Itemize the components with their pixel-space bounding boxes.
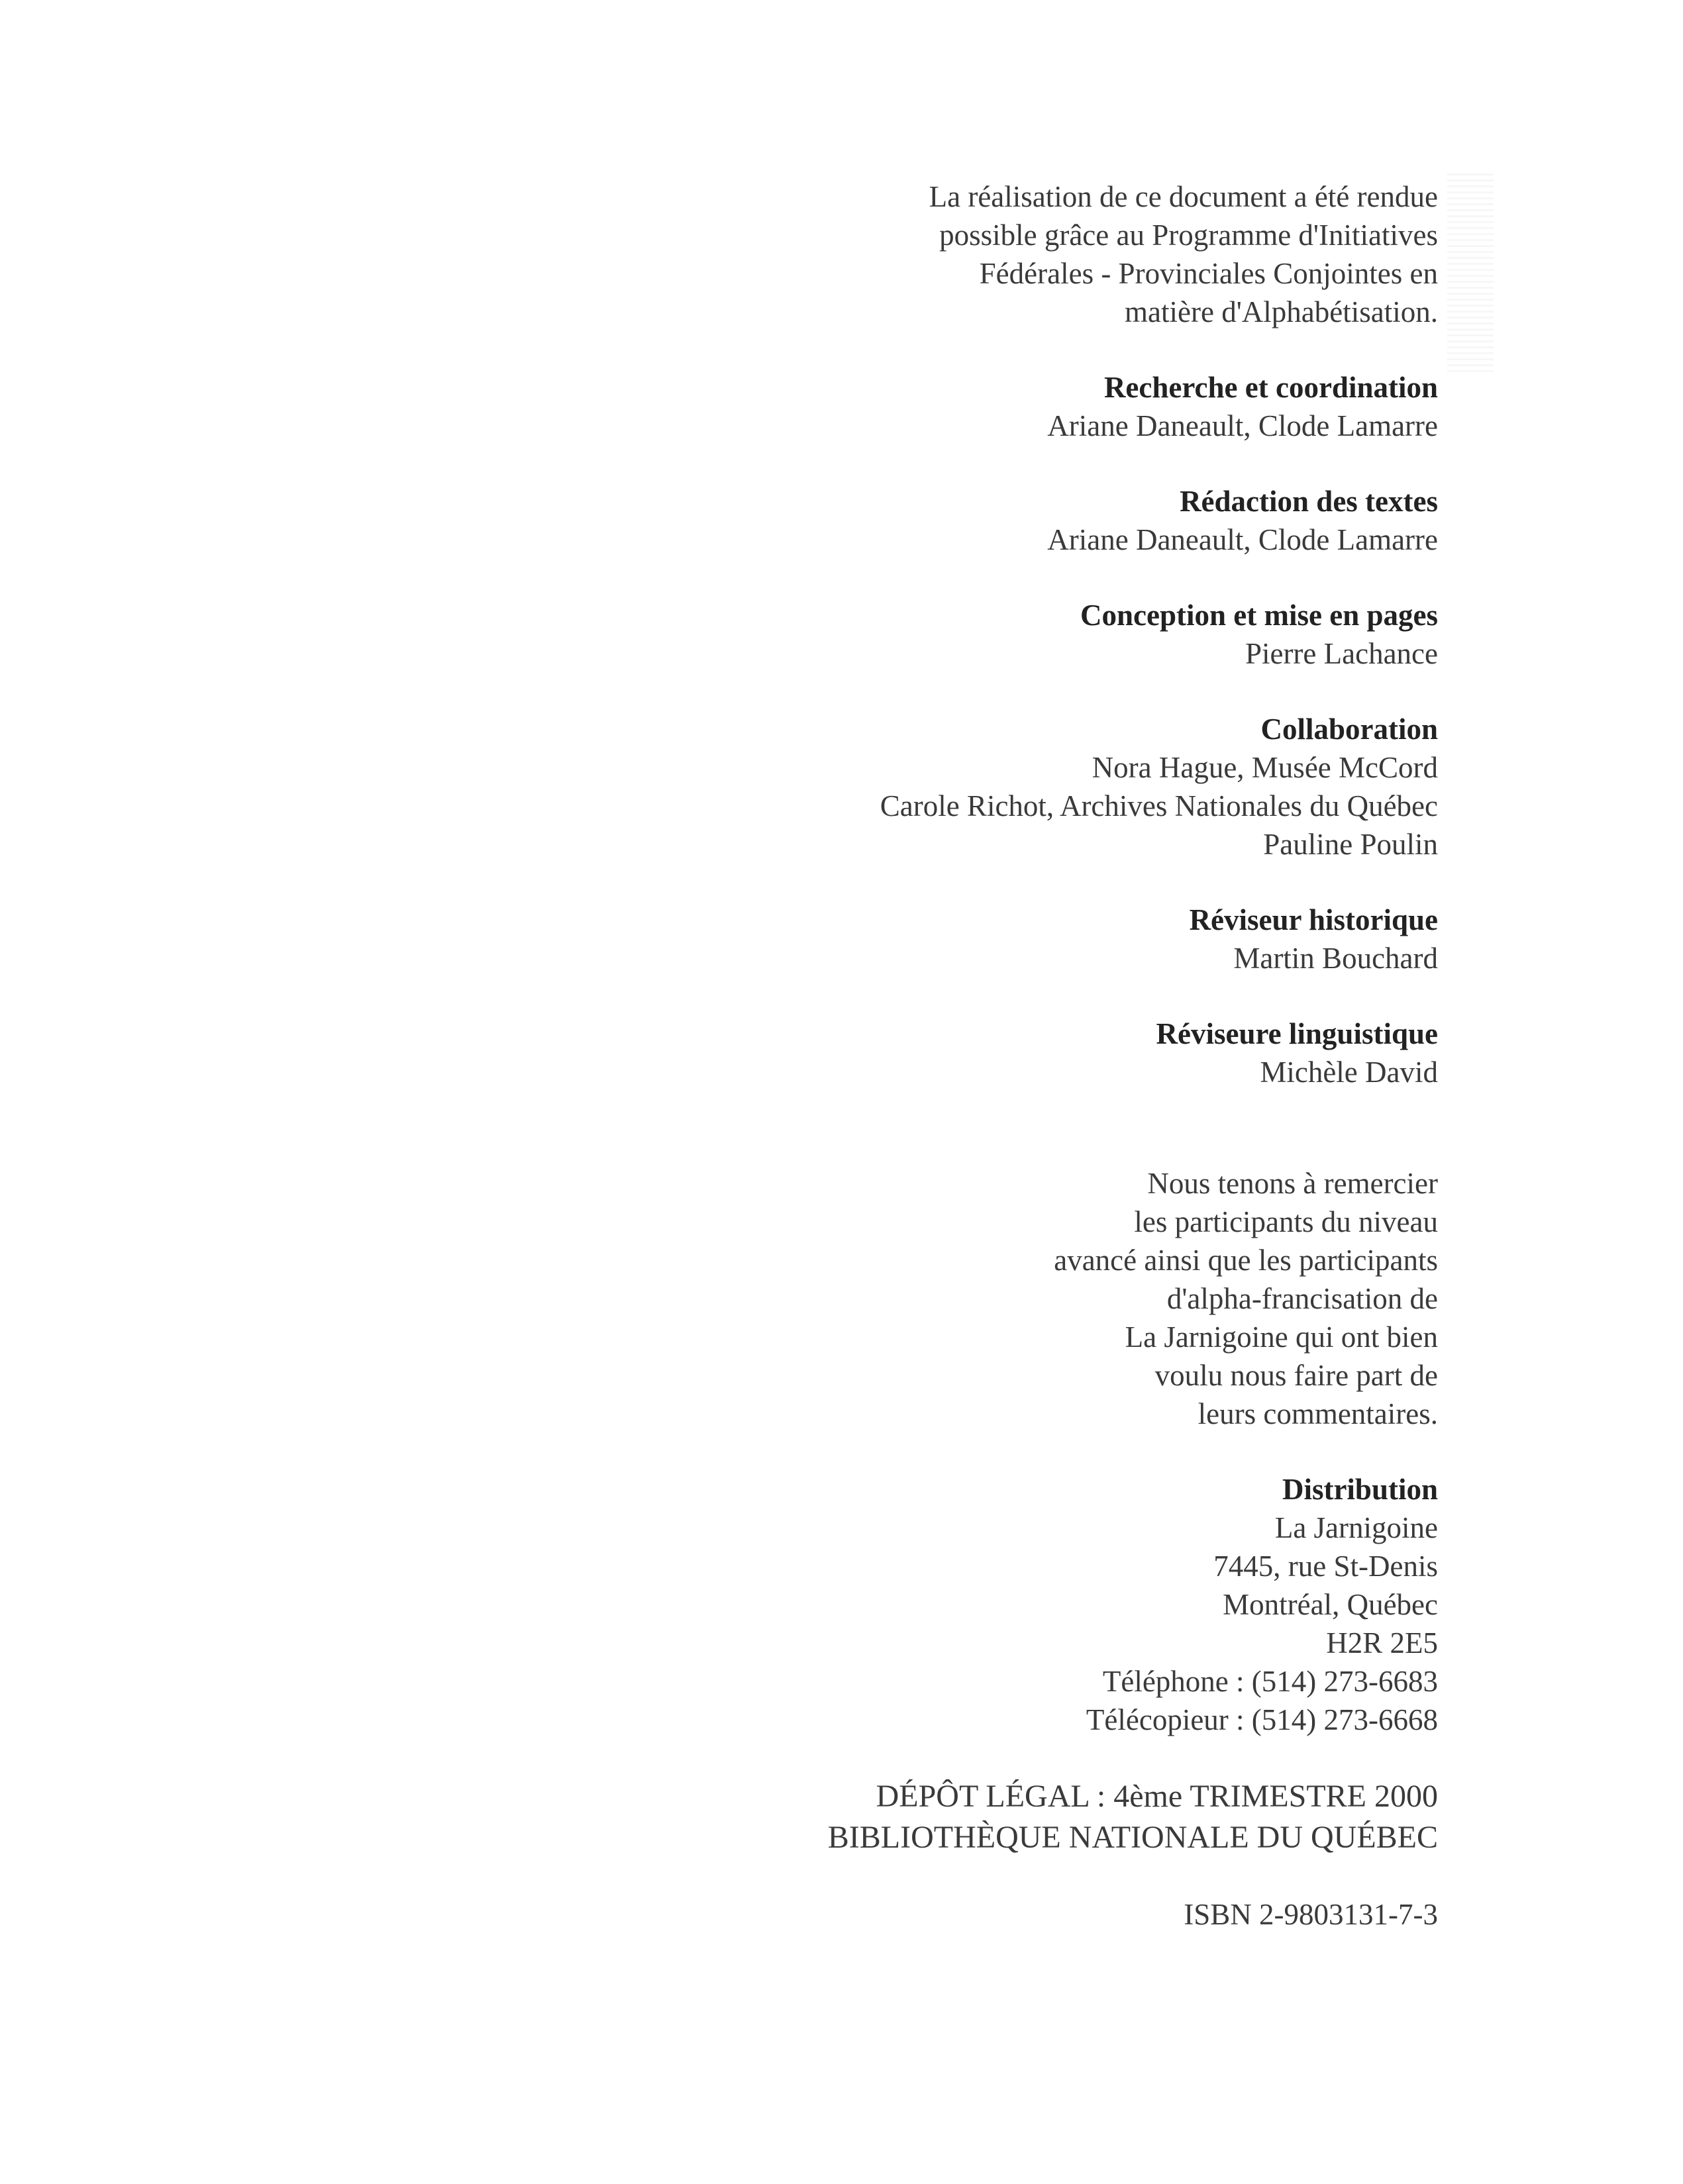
distribution-line: 7445, rue St-Denis (1213, 1550, 1438, 1583)
credit-name: Michèle David (1260, 1056, 1438, 1089)
credits-column (643, 177, 1438, 1934)
credit-name: Martin Bouchard (1233, 942, 1438, 975)
thanks-line: Nous tenons à remercier (1147, 1167, 1438, 1200)
credit-heading: Conception et mise en pages (1080, 599, 1438, 632)
legal-line: DÉPÔT LÉGAL : 4ème TRIMESTRE 2000 (876, 1779, 1438, 1814)
thanks-line: d'alpha-francisation de (1166, 1282, 1438, 1315)
credit-name: Nora Hague, Musée McCord (1092, 751, 1438, 784)
isbn-block (643, 1895, 1438, 1934)
intro-paragraph (643, 177, 1438, 331)
thanks-line: les participants du niveau (1134, 1205, 1438, 1238)
credit-writing (643, 482, 1438, 559)
thanks-line: La Jarnigoine qui ont bien (1125, 1320, 1438, 1354)
legal-deposit (643, 1776, 1438, 1858)
credit-collaboration (643, 710, 1438, 864)
intro-line: La réalisation de ce document a été rendue (929, 180, 1438, 213)
legal-line: BIBLIOTHÈQUE NATIONALE DU QUÉBEC (827, 1820, 1438, 1855)
credit-heading: Collaboration (1260, 713, 1438, 746)
credit-name: Carole Richot, Archives Nationales du Québec (880, 789, 1438, 822)
distribution-line: La Jarnigoine (1274, 1511, 1438, 1544)
distribution-block (643, 1470, 1438, 1739)
credit-historical-reviewer (643, 901, 1438, 977)
thanks-line: leurs commentaires. (1198, 1397, 1438, 1430)
credit-name: Ariane Daneault, Clode Lamarre (1047, 523, 1438, 556)
intro-line: matière d'Alphabétisation. (1125, 295, 1438, 328)
intro-line: Fédérales - Provinciales Conjointes en (979, 257, 1438, 290)
credit-heading: Réviseur historique (1189, 903, 1438, 936)
thanks-line: avancé ainsi que les participants (1054, 1244, 1438, 1277)
thanks-paragraph (643, 1164, 1438, 1433)
thanks-line: voulu nous faire part de (1154, 1359, 1438, 1392)
credit-linguistic-reviewer (643, 1015, 1438, 1091)
isbn-number: ISBN 2-9803131-7-3 (1184, 1898, 1438, 1931)
credit-heading: Rédaction des textes (1180, 485, 1438, 518)
credit-heading: Recherche et coordination (1103, 371, 1438, 404)
scan-noise (1447, 174, 1494, 372)
credit-research (643, 368, 1438, 445)
distribution-line: Montréal, Québec (1223, 1588, 1438, 1621)
credit-heading: Réviseure linguistique (1156, 1017, 1438, 1050)
credit-name: Ariane Daneault, Clode Lamarre (1047, 409, 1438, 442)
intro-line: possible grâce au Programme d'Initiatives (939, 219, 1438, 252)
distribution-line: H2R 2E5 (1326, 1626, 1438, 1660)
credit-design (643, 596, 1438, 673)
phone-line: Téléphone : (514) 273-6683 (1102, 1665, 1438, 1698)
credit-name: Pauline Poulin (1263, 828, 1438, 861)
credit-name: Pierre Lachance (1245, 637, 1438, 670)
distribution-heading: Distribution (1282, 1473, 1438, 1506)
fax-line: Télécopieur : (514) 273-6668 (1086, 1703, 1438, 1736)
